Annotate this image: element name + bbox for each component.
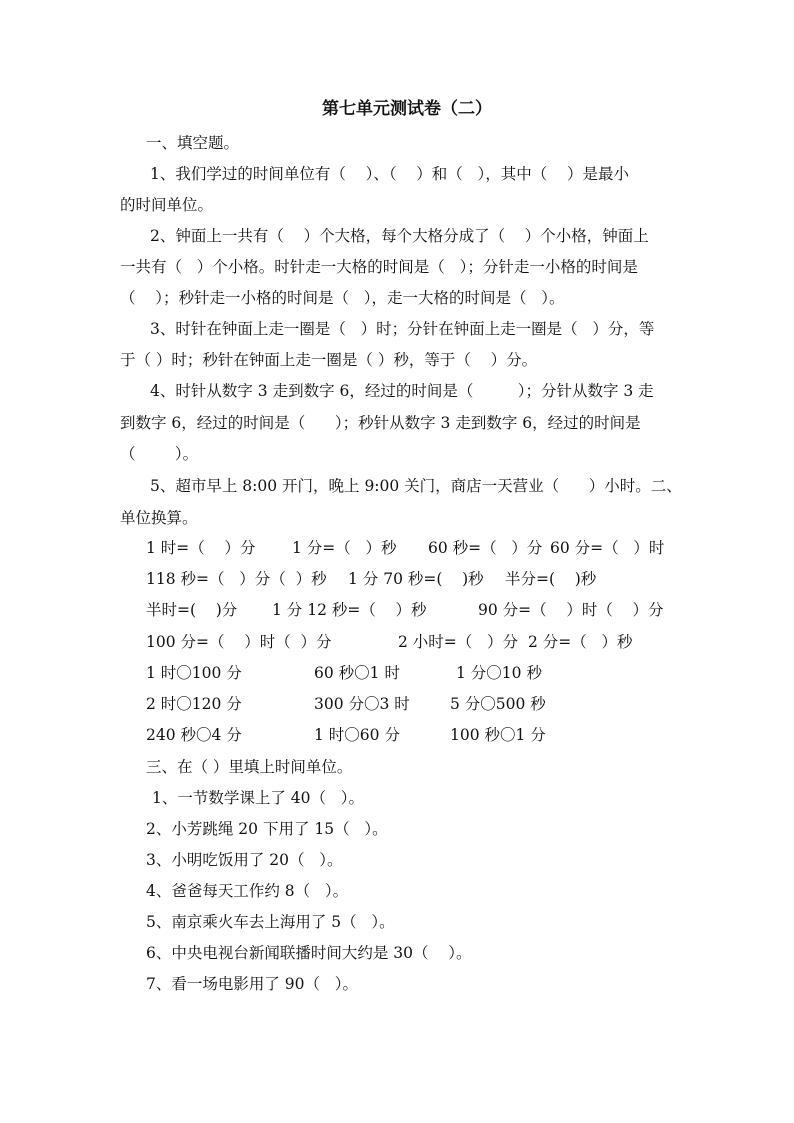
compare-item: 240 秒〇4 分 — [146, 726, 242, 744]
q4-line1: 4、时针从数字 3 走到数字 6，经过的时间是（ ）；分针从数字 3 走 — [150, 382, 654, 400]
conv-item: 1 分 12 秒=（ ）秒 — [272, 601, 427, 619]
conv-item: 半分=( )秒 — [505, 570, 597, 588]
exam-title: 第七单元测试卷（二） — [322, 99, 492, 119]
q4-line3: （ ）。 — [120, 445, 199, 463]
conv-item: 1 分=（ ）秒 — [292, 539, 397, 557]
q2-line3: （ ）；秒针走一小格的时间是（ ），走一大格的时间是（ ）。 — [120, 289, 565, 307]
section3-heading: 三、在（ ）里填上时间单位。 — [146, 758, 353, 776]
conv-item: 2 小时=（ ）分 — [398, 633, 519, 651]
conv-item: 90 分=（ ）时（ ）分 — [478, 601, 664, 619]
q4-line2: 到数字 6，经过的时间是（ ）；秒针从数字 3 走到数字 6，经过的时间是 — [120, 414, 641, 432]
section3-item: 7、看一场电影用了 90（ ）。 — [146, 975, 359, 993]
q5-line2: 单位换算。 — [120, 509, 198, 527]
conv-item: 2 分=（ ）秒 — [528, 633, 633, 651]
section3-item: 2、小芳跳绳 20 下用了 15（ ）。 — [146, 820, 388, 838]
compare-item: 1 分〇10 秒 — [456, 664, 542, 682]
compare-item: 1 时〇100 分 — [146, 664, 242, 682]
compare-item: 300 分〇3 时 — [314, 695, 410, 713]
conv-item: 60 分=（ ）时 — [550, 539, 665, 557]
q1-line2: 的时间单位。 — [120, 196, 214, 214]
q3-line1: 3、时针在钟面上走一圈是（ ）时；分针在钟面上走一圈是（ ）分，等 — [150, 320, 655, 338]
section3-item: 5、南京乘火车去上海用了 5（ ）。 — [146, 913, 395, 931]
conv-item: 1 时=（ ）分 — [146, 539, 256, 557]
section3-item: 4、爸爸每天工作约 8（ ）。 — [146, 882, 349, 900]
q1-line1: 1、我们学过的时间单位有（ ）、（ ）和（ ），其中（ ）是最小 — [150, 165, 630, 183]
section3-item: 6、中央电视台新闻联播时间大约是 30（ ）。 — [146, 944, 472, 962]
compare-item: 60 秒〇1 时 — [314, 664, 400, 682]
q2-line1: 2、钟面上一共有（ ）个大格，每个大格分成了（ ）个小格，钟面上 — [150, 227, 649, 245]
conv-item: 118 秒=（ ）分（ ）秒 — [146, 570, 327, 588]
compare-item: 2 时〇120 分 — [146, 695, 242, 713]
compare-item: 5 分〇500 秒 — [450, 695, 546, 713]
conv-item: 100 分=（ ）时（ ）分 — [146, 633, 332, 651]
compare-item: 1 时〇60 分 — [314, 726, 400, 744]
conv-item: 1 分 70 秒=( )秒 — [348, 570, 484, 588]
section3-item: 3、小明吃饭用了 20（ ）。 — [146, 851, 343, 869]
section3-item: 1、一节数学课上了 40（ ）。 — [152, 789, 365, 807]
section1-heading: 一、填空题。 — [146, 134, 240, 152]
compare-item: 100 秒〇1 分 — [450, 726, 546, 744]
q5-line1: 5、超市早上 8:00 开门，晚上 9:00 关门，商店一天营业（ ）小时。二、 — [150, 477, 682, 495]
q2-line2: 一共有（ ）个小格。时针走一大格的时间是（ ）；分针走一小格的时间是 — [120, 258, 638, 276]
conv-item: 60 秒=（ ）分 — [428, 539, 543, 557]
conv-item: 半时=( )分 — [146, 601, 238, 619]
q3-line2: 于（ ）时；秒针在钟面上走一圈是（ ）秒，等于（ ）分。 — [120, 351, 538, 369]
